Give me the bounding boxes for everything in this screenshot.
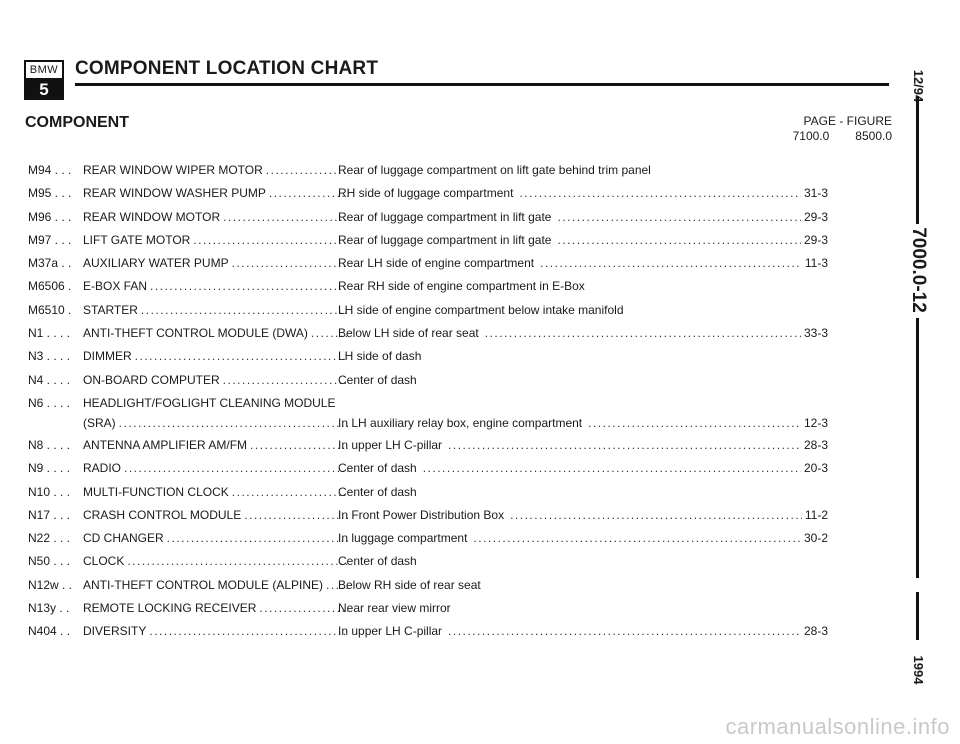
component-row	[28, 302, 828, 325]
component-code: M95 . . .	[28, 186, 72, 201]
component-name: REAR WINDOW WIPER MOTOR	[83, 163, 263, 177]
component-name-cell	[83, 278, 348, 294]
bmw-5-series-logo	[24, 60, 64, 100]
figure-reference: 29-3	[803, 232, 828, 247]
dot-leader	[119, 415, 348, 431]
location-cell	[338, 255, 828, 271]
component-code: N10 . . .	[28, 484, 71, 499]
figure-reference: 12-3	[803, 415, 828, 430]
location-cell	[338, 577, 828, 593]
component-code: M97 . . .	[28, 232, 72, 247]
location-text: In Front Power Distribution Box	[338, 507, 505, 522]
location-cell	[338, 209, 828, 225]
dot-leader	[223, 372, 348, 388]
component-row	[28, 600, 828, 623]
dot-leader	[557, 232, 801, 248]
location-cell	[338, 185, 828, 201]
dot-leader	[232, 255, 348, 271]
component-row	[28, 553, 828, 576]
component-row	[28, 395, 828, 437]
component-row	[28, 232, 828, 255]
location-text: Rear of luggage compartment on lift gate behind trim panel	[338, 163, 651, 177]
header-divider	[75, 83, 889, 86]
component-name: HEADLIGHT/FOGLIGHT CLEANING MODULE	[83, 395, 336, 410]
location-cell	[338, 507, 828, 523]
component-name-cell	[83, 185, 348, 201]
location-text: Below LH side of rear seat	[338, 326, 479, 341]
dot-leader	[269, 185, 348, 201]
component-code: M37a . .	[28, 256, 72, 271]
location-cell	[338, 278, 828, 294]
location-cell	[338, 530, 828, 546]
component-name: CD CHANGER	[83, 531, 164, 546]
component-row	[28, 484, 828, 507]
component-name-cell	[83, 623, 348, 639]
location-cell	[338, 325, 828, 341]
component-row	[28, 372, 828, 395]
component-name-cell	[83, 372, 348, 388]
figure-reference: 30-2	[803, 531, 828, 546]
location-text: Center of dash	[338, 461, 417, 476]
dot-leader	[588, 415, 801, 431]
location-text: Center of dash	[338, 554, 417, 569]
component-name: AUXILIARY WATER PUMP	[83, 256, 229, 271]
component-code: N1 . . . .	[28, 326, 71, 341]
component-row	[28, 348, 828, 371]
component-code: N9 . . . .	[28, 461, 71, 476]
component-name: LIFT GATE MOTOR	[83, 232, 191, 247]
location-text: Center of dash	[338, 372, 417, 387]
component-name-cell	[83, 437, 348, 453]
location-cell	[338, 623, 828, 639]
component-list	[28, 162, 828, 647]
side-rule-top	[916, 96, 919, 224]
component-name: ANTI-THEFT CONTROL MODULE (DWA)	[83, 326, 308, 341]
dot-leader	[193, 232, 348, 248]
location-cell	[338, 553, 828, 569]
component-row	[28, 162, 828, 185]
component-code: M94 . . .	[28, 163, 72, 177]
location-text: RH side of luggage compartment	[338, 186, 514, 201]
component-column-heading: COMPONENT	[25, 114, 129, 131]
component-name: STARTER	[83, 302, 138, 317]
component-name-cell	[83, 255, 348, 271]
figure-reference: 29-3	[803, 209, 828, 224]
dot-leader	[266, 162, 348, 178]
location-text: LH side of engine compartment below intake manifold	[338, 302, 624, 317]
location-text: LH side of dash	[338, 349, 422, 364]
component-code: N17 . . .	[28, 507, 71, 522]
dot-leader	[141, 302, 348, 318]
component-code: N6 . . . .	[28, 395, 71, 410]
location-cell	[338, 372, 828, 388]
page-number-heading: 7100.0	[792, 129, 830, 143]
location-text: Below RH side of rear seat	[338, 577, 481, 592]
dot-leader	[473, 530, 801, 546]
component-name-cell	[83, 209, 348, 225]
component-code: M96 . . .	[28, 209, 72, 224]
figure-reference: 20-3	[803, 461, 828, 476]
dot-leader	[127, 553, 348, 569]
component-name: ANTI-THEFT CONTROL MODULE (ALPINE)	[83, 577, 324, 592]
component-name-cell	[83, 600, 348, 616]
location-text: Rear LH side of engine compartment	[338, 256, 535, 271]
dot-leader	[223, 209, 348, 225]
component-name: CLOCK	[83, 554, 125, 569]
side-date: 12/94	[911, 69, 926, 103]
page-figure-label: PAGE - FIGURE	[803, 114, 892, 128]
watermark-text: carmanualsonline.info	[725, 714, 950, 739]
component-code: N12w . .	[28, 577, 73, 592]
figure-reference: 31-3	[803, 186, 828, 201]
location-text: Near rear view mirror	[338, 601, 451, 616]
component-code: M6506 .	[28, 279, 72, 294]
dot-leader	[510, 507, 802, 523]
component-name: DIVERSITY	[83, 624, 147, 639]
location-cell	[338, 415, 828, 431]
component-name-cell	[83, 507, 348, 523]
dot-leader	[259, 600, 348, 616]
dot-leader	[124, 460, 348, 476]
logo-brand-text: BMW	[26, 62, 62, 80]
figure-reference: 11-2	[804, 507, 828, 522]
location-cell	[338, 460, 828, 476]
logo-series-number: 5	[26, 80, 62, 100]
component-name-cell	[83, 484, 348, 500]
location-text: Rear of luggage compartment in lift gate	[338, 232, 552, 247]
component-name-cell	[83, 577, 348, 593]
dot-leader	[250, 437, 348, 453]
component-row	[28, 255, 828, 278]
component-code: N50 . . .	[28, 554, 71, 569]
component-code: M6510 .	[28, 302, 72, 317]
location-text: Center of dash	[338, 484, 417, 499]
component-name: E-BOX FAN	[83, 279, 148, 294]
dot-leader	[485, 325, 801, 341]
component-row	[28, 209, 828, 232]
dot-leader	[232, 484, 348, 500]
page-title: COMPONENT LOCATION CHART	[75, 58, 379, 79]
component-name-cell	[83, 395, 348, 431]
component-row	[28, 185, 828, 208]
figure-reference: 11-3	[804, 256, 828, 271]
component-row	[28, 325, 828, 348]
component-code: N3 . . . .	[28, 349, 71, 364]
location-cell	[338, 600, 828, 616]
component-code: N8 . . . .	[28, 437, 71, 452]
component-code: N404 . .	[28, 624, 71, 639]
component-name-cell	[83, 325, 348, 341]
dot-leader	[149, 623, 348, 639]
dot-leader	[244, 507, 348, 523]
dot-leader	[448, 437, 801, 453]
location-text: In LH auxiliary relay box, engine compartment	[338, 415, 583, 430]
dot-leader	[519, 185, 801, 201]
component-name: REMOTE LOCKING RECEIVER	[83, 601, 257, 616]
location-cell	[338, 484, 828, 500]
component-name: REAR WINDOW MOTOR	[83, 209, 221, 224]
component-name: ANTENNA AMPLIFIER AM/FM	[83, 437, 248, 452]
component-name-cell	[83, 232, 348, 248]
figure-reference: 28-3	[803, 437, 828, 452]
component-name: DIMMER	[83, 349, 132, 364]
location-cell	[338, 302, 828, 318]
component-name-cell	[83, 553, 348, 569]
component-row	[28, 623, 828, 646]
component-name: MULTI-FUNCTION CLOCK	[83, 484, 229, 499]
location-text: In upper LH C-pillar	[338, 624, 443, 639]
side-page-code: 7000.0-12	[908, 227, 929, 313]
component-row	[28, 437, 828, 460]
location-cell	[338, 348, 828, 364]
side-rule-middle	[916, 318, 919, 578]
component-row	[28, 278, 828, 301]
location-cell	[338, 437, 828, 453]
side-rule-bottom	[916, 592, 919, 640]
component-code: N13y . .	[28, 601, 70, 616]
figure-reference: 33-3	[803, 326, 828, 341]
component-row	[28, 577, 828, 600]
component-name-cell	[83, 162, 348, 178]
component-name-continued: (SRA)	[83, 415, 116, 430]
dot-leader	[150, 278, 348, 294]
figure-reference: 28-3	[803, 624, 828, 639]
location-cell	[338, 162, 828, 178]
component-name: RADIO	[83, 461, 122, 476]
component-name: CRASH CONTROL MODULE	[83, 507, 242, 522]
component-name-cell	[83, 302, 348, 318]
location-cell	[338, 232, 828, 248]
component-name: ON-BOARD COMPUTER	[83, 372, 220, 387]
component-code: N22 . . .	[28, 531, 71, 546]
dot-leader	[167, 530, 348, 546]
component-name-cell	[83, 530, 348, 546]
location-text: Rear RH side of engine compartment in E-Box	[338, 279, 585, 294]
side-year: 1994	[911, 655, 926, 685]
component-name: REAR WINDOW WASHER PUMP	[83, 186, 266, 201]
location-text: In upper LH C-pillar	[338, 437, 443, 452]
location-text: In luggage compartment	[338, 531, 468, 546]
component-row	[28, 530, 828, 553]
component-row	[28, 460, 828, 483]
dot-leader	[423, 460, 801, 476]
figure-number-heading: 8500.0	[855, 129, 892, 143]
component-code: N4 . . . .	[28, 372, 71, 387]
location-text: Rear of luggage compartment in lift gate	[338, 209, 552, 224]
dot-leader	[557, 209, 801, 225]
component-name-cell	[83, 348, 348, 364]
dot-leader	[540, 255, 802, 271]
dot-leader	[448, 623, 801, 639]
component-name-cell	[83, 460, 348, 476]
component-row	[28, 507, 828, 530]
dot-leader	[135, 348, 348, 364]
page-figure-heading	[760, 114, 892, 144]
